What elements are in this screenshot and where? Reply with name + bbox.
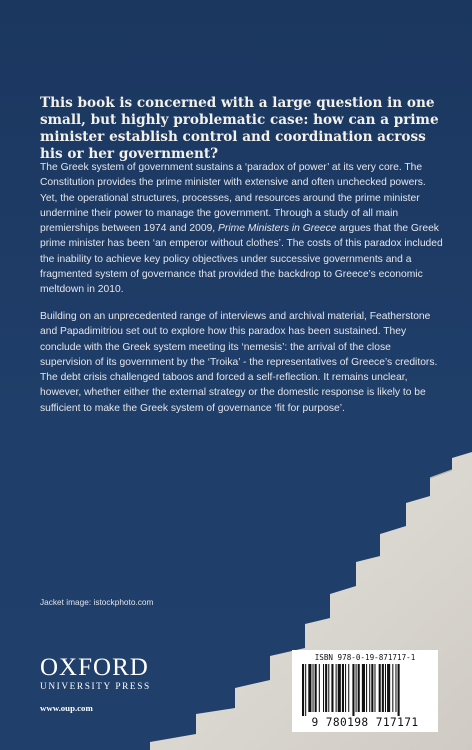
barcode-bar	[308, 664, 311, 712]
barcode-bar	[313, 664, 314, 712]
isbn-barcode	[292, 650, 438, 732]
barcode-bar	[382, 664, 384, 712]
barcode-bar	[358, 664, 360, 712]
book-title-italic: Prime Ministers in Greece	[218, 223, 337, 235]
isbn-digits: 9 780198 717171	[311, 716, 419, 729]
barcode-bar	[369, 664, 370, 712]
barcode-bar	[338, 664, 341, 712]
barcode-bar	[345, 664, 346, 712]
barcode-bars-icon	[296, 664, 434, 716]
barcode-bar	[385, 664, 386, 712]
paragraph-1-text-a: The Greek system of government sustains a ‘paradox of power’ at its very core. The Constitution provides the prime minister with extensive and often unchecked powers. Yet, the operational structures, processes, and resources around the prime minister undermine their power to manage the government. Through a study of all main premierships between 1974 and 2009,	[40, 162, 426, 235]
barcode-bar	[366, 664, 367, 712]
publisher-url: www.oup.com	[40, 703, 93, 713]
barcode-bar	[323, 664, 324, 712]
barcode-bar	[371, 664, 373, 712]
barcode-bar	[398, 664, 400, 716]
publisher-logo	[40, 656, 160, 692]
description-paragraph-2: Building on an unprecedented range of interviews and archival material, Featherstone and Papadimitriou set out to explore how this paradox has been sustained. They conclude with the Greek system meeting its ‘nemesis’: the arrival of the close supervision of its government by the ‘Troika’ - the representatives of Greece’s creditors. The debt crisis challenged taboos and forced a self-reflection. It remains unclear, however, whether either the external strategy or the domestic response is likely to be sufficient to make the Greek system of governance ‘fit for purpose’.	[40, 311, 438, 414]
barcode-bar	[336, 664, 337, 712]
barcode-bar	[328, 664, 329, 712]
publisher-name: OXFORD	[40, 654, 149, 681]
barcode-bar	[362, 664, 365, 712]
barcode-bar	[302, 664, 304, 716]
headline-blurb: This book is concerned with a large question in one small, but highly problematic case: how can a prime minister establish control and coordination across his or her government?	[40, 95, 439, 162]
barcode-bar	[325, 664, 327, 712]
barcode-bar	[352, 664, 354, 716]
barcode-bar	[315, 664, 317, 712]
barcode-bar	[374, 664, 375, 712]
barcode-bar	[379, 664, 381, 712]
barcode-bar	[395, 664, 396, 712]
isbn-label: ISBN 978-0-19-871717-1	[314, 653, 416, 662]
barcode-bar	[348, 664, 349, 712]
barcode-bar	[331, 664, 333, 712]
paragraph-1-text-b: argues that the Greek prime minister has been ‘an emperor without clothes’. The costs of this paradox included the inability to achieve key policy objectives under successive governments and a fragmented system of governance that provided the backdrop to Greece’s economic meltdown in 2010.	[40, 223, 443, 296]
barcode-bar	[342, 664, 344, 712]
barcode-bar	[319, 664, 320, 712]
description-paragraph-1	[40, 160, 445, 298]
barcode-bar	[356, 664, 357, 712]
barcode-bar	[392, 664, 393, 712]
barcode-bar	[305, 664, 306, 716]
publisher-subline: UNIVERSITY PRESS	[40, 682, 151, 692]
jacket-image-credit: Jacket image: istockphoto.com	[40, 597, 154, 607]
barcode-bar	[387, 664, 390, 712]
